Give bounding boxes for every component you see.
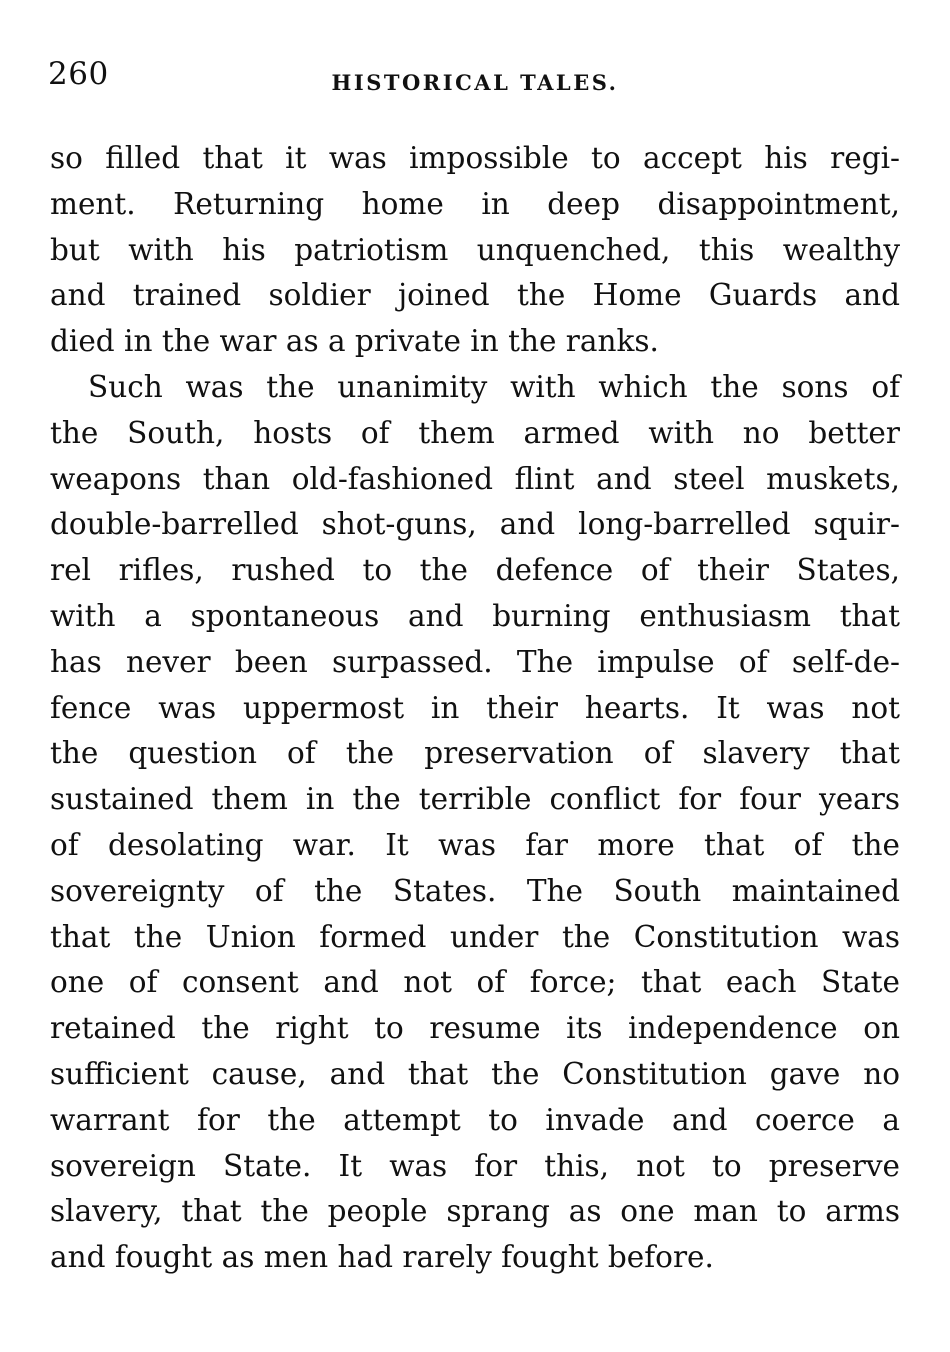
text-line: has never been surpassed. The impulse of self-de- xyxy=(50,644,900,679)
text-line: so filled that it was impossible to accept his regi- xyxy=(50,141,900,175)
page-number: 260 xyxy=(48,56,109,92)
text-line: slavery, that the people sprang as one man to arms xyxy=(50,1194,900,1229)
text-line: ment. Returning home in deep disappointment, xyxy=(50,186,900,221)
text-line: warrant for the attempt to invade and coerce a xyxy=(50,1102,900,1137)
paragraph-1 xyxy=(50,136,900,365)
text-line: and fought as men had rarely fought before. xyxy=(50,1240,714,1275)
text-line: that the Union formed under the Constitution was xyxy=(50,919,900,954)
text-line: weapons than old-fashioned flint and steel muskets, xyxy=(50,461,900,496)
text-line: died in the war as a private in the ranks. xyxy=(50,324,659,359)
text-line: retained the right to resume its independence on xyxy=(50,1011,900,1046)
paragraph-2 xyxy=(50,365,900,1281)
text-line: sovereign State. It was for this, not to preserve xyxy=(50,1148,900,1183)
text-line: the South, hosts of them armed with no better xyxy=(50,415,900,450)
text-line: fence was uppermost in their hearts. It was not xyxy=(50,690,900,725)
text-line: rel rifles, rushed to the defence of their States, xyxy=(50,553,900,588)
text-line: sustained them in the terrible conflict for four years xyxy=(50,782,900,817)
text-line: and trained soldier joined the Home Guards and xyxy=(50,278,900,313)
text-line: one of consent and not of force; that each State xyxy=(50,965,900,1000)
body-text xyxy=(50,136,900,1281)
running-head: HISTORICAL TALES. xyxy=(331,70,619,95)
text-line: sovereignty of the States. The South maintained xyxy=(50,873,900,908)
text-line: double-barrelled shot-guns, and long-barrelled squir- xyxy=(50,507,900,542)
text-line: sufficient cause, and that the Constitution gave no xyxy=(50,1056,900,1091)
text-line: Such was the unanimity with which the sons of xyxy=(88,369,900,404)
text-line: with a spontaneous and burning enthusiasm that xyxy=(50,598,900,633)
text-line: but with his patriotism unquenched, this wealthy xyxy=(50,232,900,267)
text-line: of desolating war. It was far more that of the xyxy=(50,827,900,862)
text-line: the question of the preservation of slavery that xyxy=(50,736,900,771)
